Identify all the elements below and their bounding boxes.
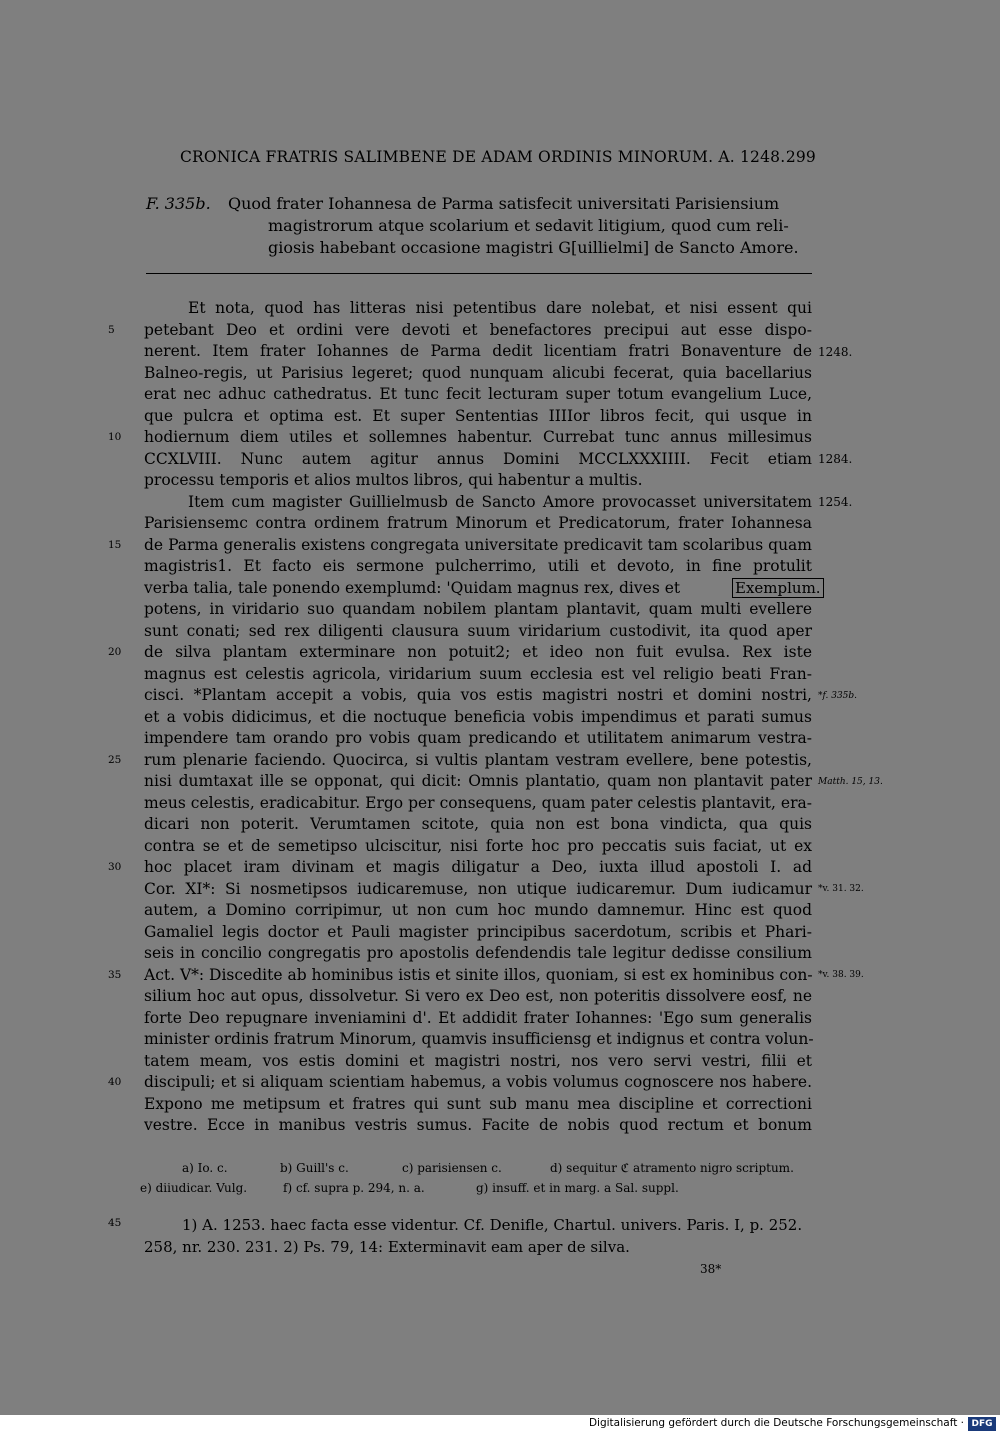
text-line: nisi dumtaxat ille se opponat, qui dicit: Omnis plantatio, quam non plantavit pater xyxy=(144,772,812,790)
line-number: 25 xyxy=(108,754,122,766)
digitization-credit: Digitalisierung gefördert durch die Deutsche Forschungsgemeinschaft · xyxy=(588,1417,964,1429)
text-line: de silva plantam exterminare non potuit2; et ideo non fuit evulsa. Rex iste xyxy=(144,643,812,661)
page-number: 299 xyxy=(785,148,816,166)
text-line: dicari non poterit. Verumtamen scitote, quia non est bona vindicta, qua quis xyxy=(144,815,812,833)
folio-margin-note: *f. 335b. xyxy=(818,691,858,701)
text-line: hoc placet iram divinam et magis diligatur a Deo, iuxta illud apostoli I. ad xyxy=(144,858,812,876)
margin-year: 1248. xyxy=(818,345,853,359)
text-line: meus celestis, eradicabitur. Ergo per consequens, quam pater celestis plantavit, era- xyxy=(144,793,812,812)
line-number: 30 xyxy=(108,861,122,873)
text-line: contra se et de semetipso ulciscitur, nisi forte hoc pro peccatis suis faciat, ut ex xyxy=(144,836,812,855)
text-line: Parisiensemc contra ordinem fratrum Minorum et Predicatorum, frater Iohannesa xyxy=(144,514,812,532)
running-header xyxy=(180,148,816,166)
text-line: tatem meam, vos estis domini et magistri nostri, nos vero servi vestri, filii et xyxy=(144,1051,812,1070)
running-title: CRONICA FRATRIS SALIMBENE DE ADAM ORDINIS MINORUM. A. 1248. xyxy=(180,148,786,166)
margin-year: 1254. xyxy=(818,495,853,509)
line-number: 40 xyxy=(108,1076,122,1088)
text-line: magistris1. Et facto eis sermone pulcherrimo, utili et devoto, in fine protulit xyxy=(144,557,812,575)
text-line: Et nota, quod has litteras nisi petentibus dare nolebat, et nisi essent qui xyxy=(188,299,812,317)
text-line: Expono me metipsum et fratres qui sunt sub manu mea discipline et correctioni xyxy=(144,1094,812,1113)
verse-reference: *v. 31. 32. xyxy=(818,884,864,894)
footnote: b) Guill's c. xyxy=(280,1161,349,1175)
text-line: silium hoc aut opus, dissolvetur. Si vero ex Deo est, non poteritis dissolvere eosf, ne xyxy=(144,987,812,1005)
footnote: d) sequitur ℭ atramento nigro scriptum. xyxy=(550,1161,794,1175)
line-number: 35 xyxy=(108,969,122,981)
signature-mark: 38* xyxy=(700,1262,722,1276)
folio-reference: F. 335b. xyxy=(146,194,211,213)
line-number: 15 xyxy=(108,539,122,551)
text-line: processu temporis et alios multos libros, qui habentur a multis. xyxy=(144,471,643,489)
bible-reference: Matth. 15, 13. xyxy=(818,777,883,787)
footnote: a) Io. c. xyxy=(182,1161,228,1175)
text-line: Balneo-regis, ut Parisius legeret; quod nunquam alicubi fecerat, quia bacellarius xyxy=(144,363,812,382)
text-line: de Parma generalis existens congregata universitate predicavit tam scolaribus quam xyxy=(144,535,812,554)
chapter-heading-line: magistrorum atque scolarium et sedavit litigium, quod cum reli- xyxy=(268,216,789,235)
reference-note: 1) A. 1253. haec facta esse videntur. Cf. Denifle, Chartul. univers. Paris. I, p. 252. xyxy=(182,1216,803,1234)
text-line: forte Deo repugnare inveniamini d'. Et addidit frater Iohannes: 'Ego sum generalis xyxy=(144,1008,812,1027)
text-line: autem, a Domino corripimur, ut non cum hoc mundo damnemur. Hinc est quod xyxy=(144,901,812,919)
text-line: verba talia, tale ponendo exemplumd: 'Quidam magnus rex, dives et xyxy=(144,578,681,597)
text-line: petebant Deo et ordini vere devoti et benefactores precipui aut esse dispo- xyxy=(144,320,812,339)
line-number: 5 xyxy=(108,324,115,336)
heading-rule xyxy=(146,273,812,274)
footnote: e) diiudicar. Vulg. xyxy=(140,1181,248,1195)
text-line: magnus est celestis agricola, viridarium suum ecclesia est vel religio beati Fran- xyxy=(144,664,812,683)
reference-note: 258, nr. 230. 231. 2) Ps. 79, 14: Exterminavit eam aper de silva. xyxy=(144,1238,630,1256)
text-line: que pulcra et optima est. Et super Sententias IIIIor libros fecit, qui usque in xyxy=(144,406,812,425)
text-line: sunt conati; sed rex diligenti clausura suum viridarium custodivit, ita quod aper xyxy=(144,621,812,640)
chapter-heading-line: giosis habebant occasione magistri G[uillielmi] de Sancto Amore. xyxy=(268,238,799,257)
text-line: Cor. XI*: Si nosmetipsos iudicaremuse, non utique iudicaremur. Dum iudicamur xyxy=(144,879,812,898)
footnote: g) insuff. et in marg. a Sal. suppl. xyxy=(476,1181,679,1195)
text-line: vestre. Ecce in manibus vestris sumus. Facite de nobis quod rectum et bonum xyxy=(144,1116,812,1134)
verse-reference: *v. 38. 39. xyxy=(818,970,864,980)
text-line: et a vobis didicimus, et die noctuque beneficia vobis impendimus et parati sumus xyxy=(144,707,812,726)
dfg-logo: DFG xyxy=(968,1417,996,1431)
footer-bar xyxy=(0,1415,1000,1434)
line-number: 45 xyxy=(108,1217,122,1229)
footnote: f) cf. supra p. 294, n. a. xyxy=(283,1181,425,1195)
text-line: rum plenarie faciendo. Quocirca, si vultis plantam vestram evellere, bene potestis, xyxy=(144,750,812,769)
text-line: Gamaliel legis doctor et Pauli magister principibus sacerdotum, scribis et Phari- xyxy=(144,922,812,941)
text-line: nerent. Item frater Iohannes de Parma dedit licentiam fratri Bonaventure de xyxy=(144,342,812,360)
line-number: 20 xyxy=(108,646,122,658)
text-line: potens, in viridario suo quandam nobilem plantam plantavit, quam multi evellere xyxy=(144,600,812,618)
text-line: Item cum magister Guillielmusb de Sancto Amore provocasset universitatem xyxy=(188,492,812,511)
chapter-heading-line: Quod frater Iohannesa de Parma satisfecit universitati Parisiensium xyxy=(228,194,780,213)
margin-year: 1284. xyxy=(818,452,853,466)
exemplum-box: Exemplum. xyxy=(732,578,824,598)
text-line: erat nec adhuc cathedratus. Et tunc fecit lecturam super totum evangelium Luce, xyxy=(144,385,812,403)
text-line: impendere tam orando pro vobis quam predicando et utilitatem animarum vestra- xyxy=(144,729,812,747)
line-number: 10 xyxy=(108,431,122,443)
text-line: Act. V*: Discedite ab hominibus istis et sinite illos, quoniam, si est ex hominibus con- xyxy=(144,965,813,984)
footnote: c) parisiensen c. xyxy=(402,1161,502,1175)
text-line: hodiernum diem utiles et sollemnes habentur. Currebat tunc annus millesimus xyxy=(144,428,812,446)
text-line: minister ordinis fratrum Minorum, quamvis insufficiensg et indignus et contra volun- xyxy=(144,1030,814,1048)
text-line: seis in concilio congregatis pro apostolis defendendis tale legitur dedisse consilium xyxy=(144,944,812,962)
text-line: cisci. *Plantam accepit a vobis, quia vos estis magistri nostri et domini nostri, xyxy=(144,686,812,704)
text-line: discipuli; et si aliquam scientiam habemus, a vobis volumus cognoscere nos habere. xyxy=(144,1073,812,1091)
text-line: CCXLVIII. Nunc autem agitur annus Domini MCCLXXXIIII. Fecit etiam xyxy=(144,449,812,468)
